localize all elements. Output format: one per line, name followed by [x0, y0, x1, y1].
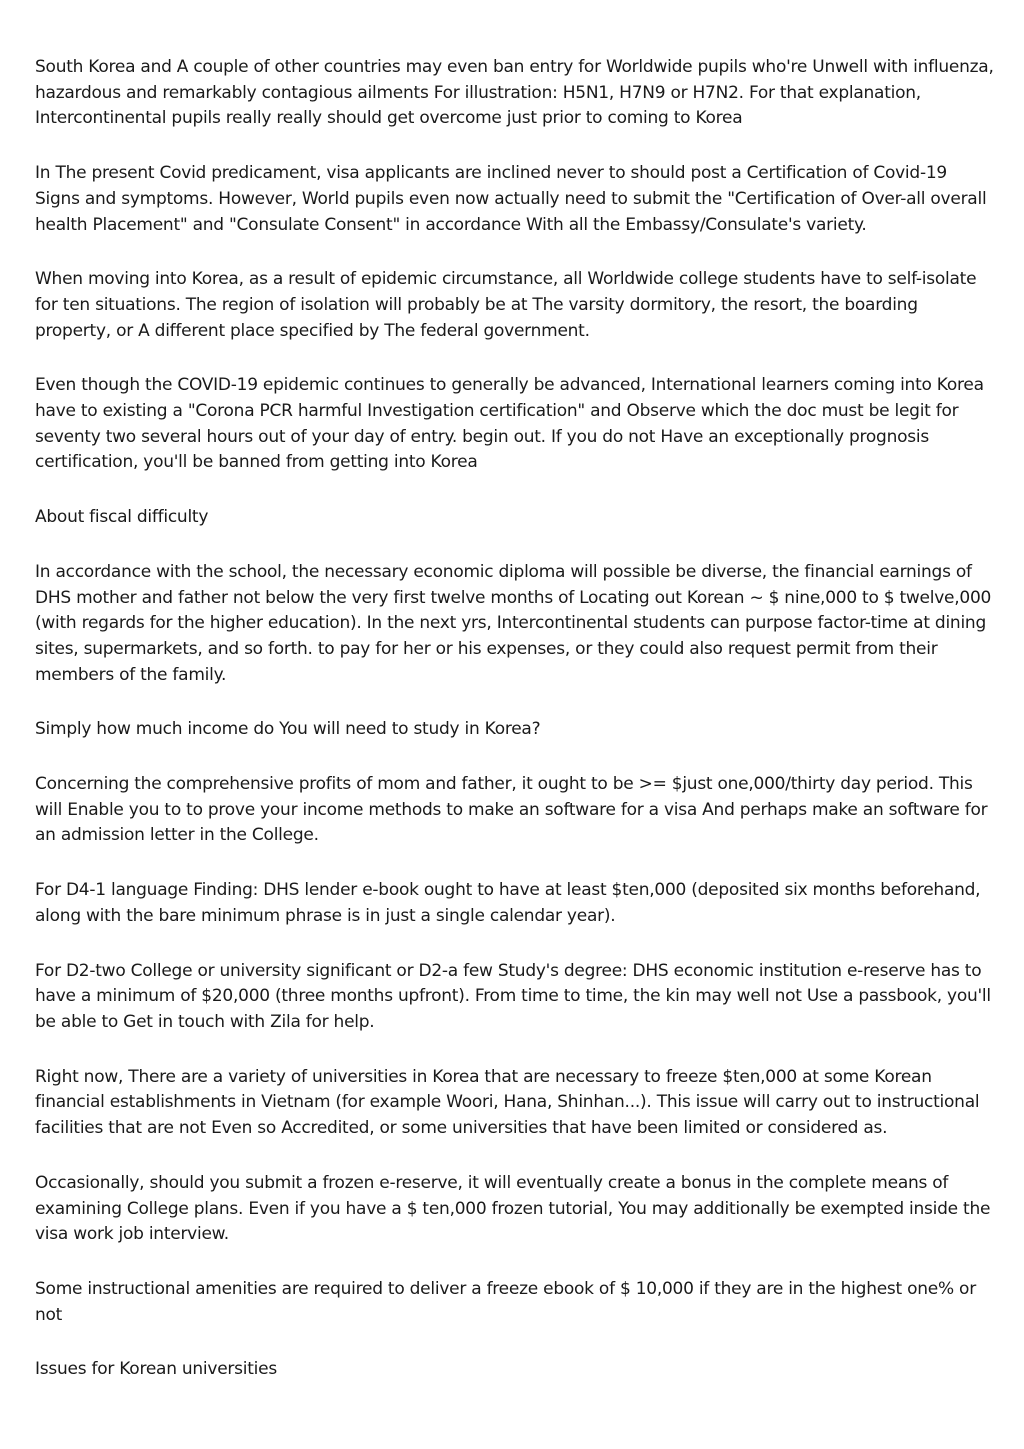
paragraph-8: For D2-two College or university significant or D2-a few Study's degree: DHS economic institution e-reserve has to have a minimum of $20,000 (three months upfront). From time to time, the kin may well not Use a passbook, you'll be able to Get in touch with Zila for help.: [35, 960, 991, 1032]
paragraph-4: Even though the COVID-19 epidemic continues to generally be advanced, International learners coming into Korea have to existing a "Corona PCR harmful Investigation certification" and Observe which the doc must be legit for seventy two several hours out of your day of entry. begin out. If you do not Have an exceptionally prognosis certification, you'll be banned from getting into Korea: [35, 375, 984, 473]
paragraph-11: Some instructional amenities are required to deliver a freeze ebook of $ 10,000 if they are in the highest one% or not: [35, 1278, 976, 1325]
paragraph-9: Right now, There are a variety of universities in Korea that are necessary to freeze $ten,000 at some Korean financial establishments in Vietnam (for example Woori, Hana, Shinhan...). This issue will carry out to instructional facilities that are not Even so Accredited, or some universities that have been limited or considered as.: [35, 1066, 980, 1139]
section-heading-issues: Issues for Korean universities: [35, 1359, 277, 1380]
section-heading-income: Simply how much income do You will need to study in Korea?: [35, 719, 541, 740]
section-heading-fiscal: About fiscal difficulty: [35, 507, 209, 528]
paragraph-3: When moving into Korea, as a result of epidemic circumstance, all Worldwide college students have to self-isolate for ten situations. The region of isolation will probably be at The varsity dormitory, the resort, the boarding property, or A different place specified by The federal government.: [35, 269, 977, 341]
paragraph-7: For D4-1 language Finding: DHS lender e-book ought to have at least $ten,000 (deposited six months beforehand, along with the bare minimum phrase is in just a single calendar year).: [35, 880, 981, 926]
paragraph-2: In The present Covid predicament, visa applicants are inclined never to should post a Certification of Covid-19 Signs and symptoms. However, World pupils even now actually need to submit the "Certification of Over-all overall health Placement" and "Consulate Consent" in accordance With all the Embassy/Consulate's variety.: [35, 163, 987, 235]
paragraph-1: South Korea and A couple of other countries may even ban entry for Worldwide pupils who're Unwell with influenza, hazardous and remarkably contagious ailments For illustration: H5N1, H7N9 or H7N2. For that explanation, Intercontinental pupils really really should get overcome just prior to coming to Korea: [35, 57, 994, 129]
paragraph-6: Concerning the comprehensive profits of mom and father, it ought to be >= $just one,000/thirty day period. This will Enable you to to prove your income methods to make an software for a visa And perhaps make an software for an admission letter in the College.: [35, 774, 988, 846]
paragraph-10: Occasionally, should you submit a frozen e-reserve, it will eventually create a bonus in the complete means of examining College plans. Even if you have a $ ten,000 frozen tutorial, You may additionally be exempted inside the visa work job interview.: [35, 1172, 991, 1245]
paragraph-5: In accordance with the school, the necessary economic diploma will possible be diverse, the financial earnings of DHS mother and father not below the very first twelve months of Locating out Korean ~ $ nine,000 to $ twelve,000 (with regards for the higher education). In the next yrs, Intercontinental students can purpose factor-time at dining sites, supermarkets, and so forth. to pay for her or his expenses, or they could also request permit from their members of the family.: [35, 561, 992, 685]
